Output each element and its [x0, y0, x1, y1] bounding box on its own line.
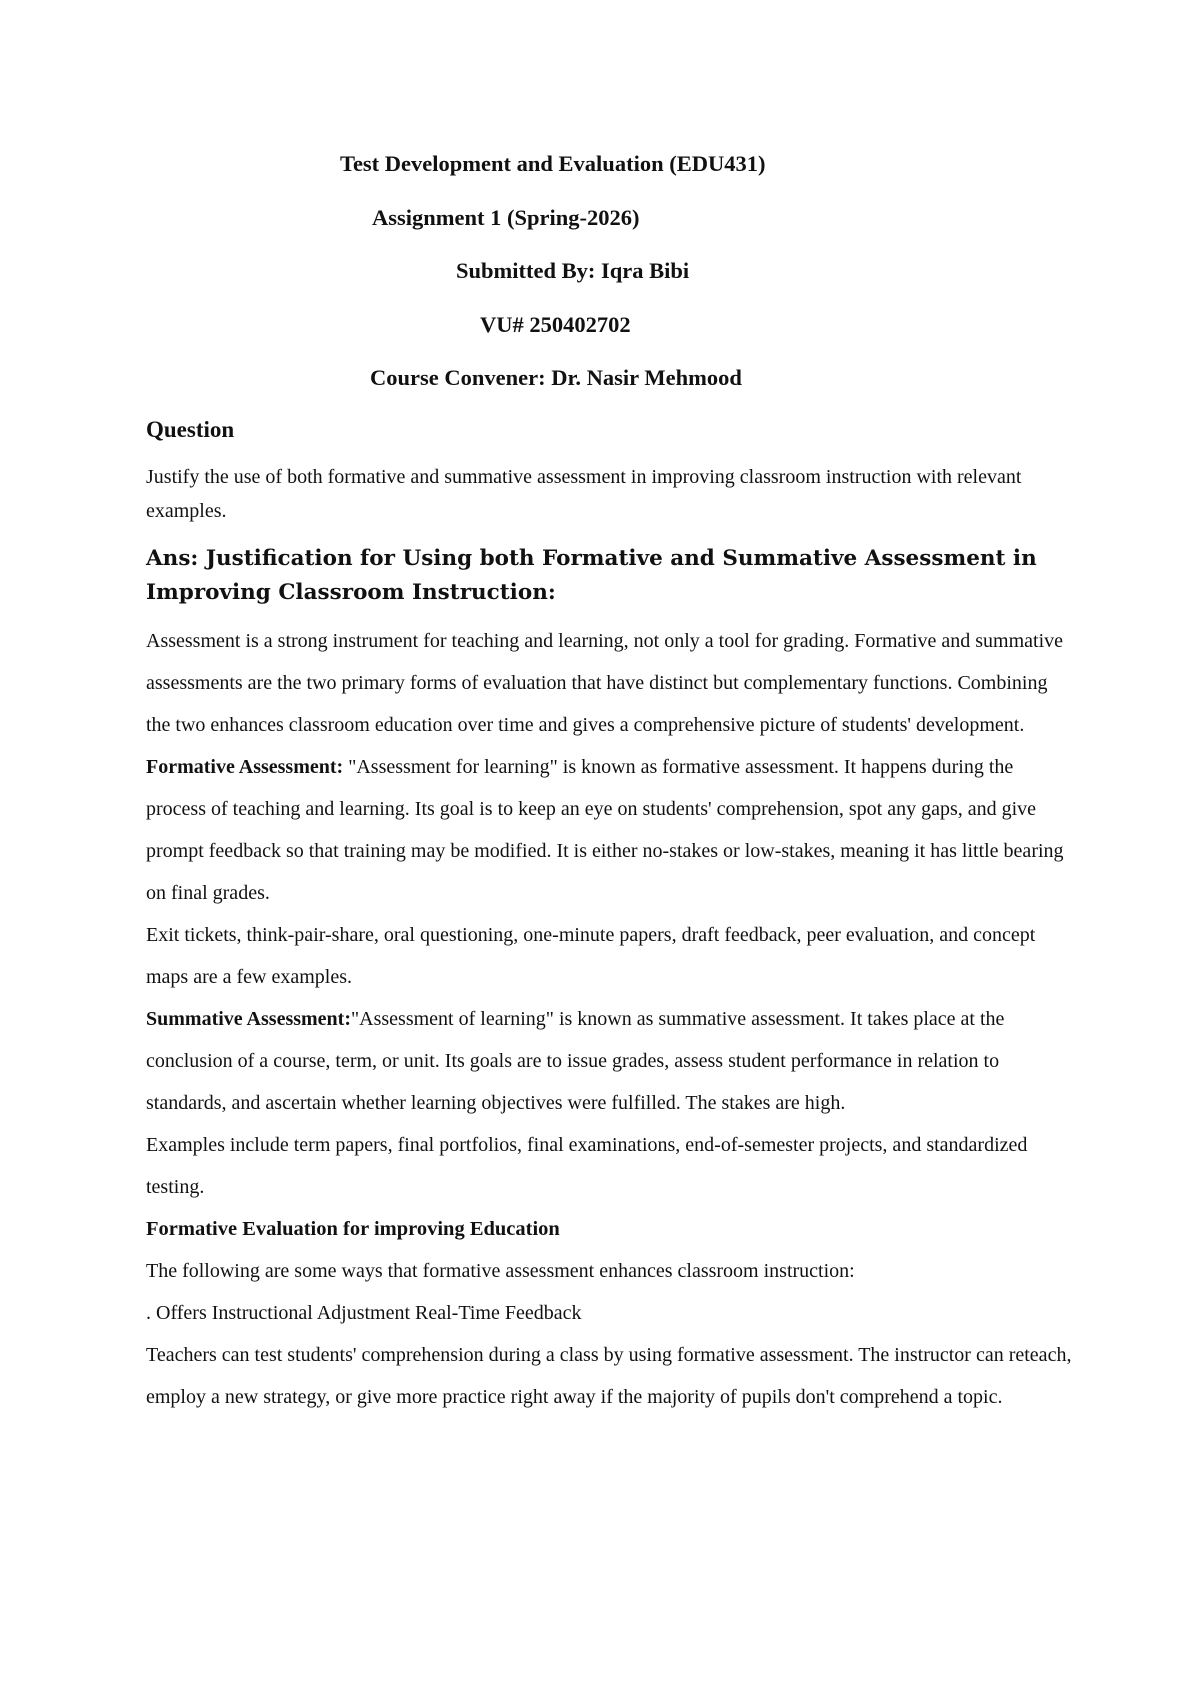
section-intro: The following are some ways that formative assessment enhances classroom instruction:	[146, 1260, 855, 1282]
formative-paragraph	[146, 746, 1076, 914]
formative-text: "Assessment for learning" is known as formative assessment. It happens during the process of teaching and learning. Its goal is to keep an eye on students' comprehension, spot any gaps, and give prompt feedback so that training may be modified. It is either no-stakes or low-stakes, meaning it has little bearing on final grades.	[146, 756, 1064, 904]
vu-number: VU# 250402702	[480, 312, 631, 337]
section-heading: Formative Evaluation for improving Education	[146, 1218, 560, 1240]
section-point-text: Teachers can test students' comprehension during a class by using formative assessment. The instructor can reteach, employ a new strategy, or give more practice right away if the majority of pupils don't comprehend a topic.	[146, 1344, 1072, 1408]
document-body	[146, 416, 1076, 1418]
formative-label: Formative Assessment:	[146, 756, 344, 778]
question-text: Justify the use of both formative and summative assessment in improving classroom instruction with relevant examples.	[146, 466, 1022, 522]
answer-intro: Assessment is a strong instrument for teaching and learning, not only a tool for grading. Formative and summative assessments are the two primary forms of evaluation that have distinct but complementary functions. Combining the two enhances classroom education over time and gives a comprehensive picture of students' development.	[146, 630, 1064, 736]
answer-heading: Ans: Justification for Using both Formative and Summative Assessment in Improving Classroom Instruction:	[146, 546, 1037, 605]
formative-examples: Exit tickets, think-pair-share, oral questioning, one-minute papers, draft feedback, peer evaluation, and concept maps are a few examples.	[146, 924, 1036, 988]
section-point: . Offers Instructional Adjustment Real-Time Feedback	[146, 1302, 582, 1324]
summative-examples: Examples include term papers, final portfolios, final examinations, end-of-semester projects, and standardized testing.	[146, 1134, 1028, 1198]
course-title: Test Development and Evaluation (EDU431)	[340, 151, 766, 176]
summative-paragraph	[146, 998, 1076, 1124]
submitted-by: Submitted By: Iqra Bibi	[456, 258, 690, 283]
assignment-title: Assignment 1 (Spring-2026)	[372, 205, 640, 230]
summative-text: "Assessment of learning" is known as summative assessment. It takes place at the conclusion of a course, term, or unit. Its goals are to issue grades, assess student performance in relation to standards, and ascertain whether learning objectives were fulfilled. The stakes are high.	[146, 1008, 1005, 1114]
summative-label: Summative Assessment:	[146, 1008, 351, 1030]
question-heading: Question	[146, 417, 235, 442]
course-convener: Course Convener: Dr. Nasir Mehmood	[370, 365, 742, 390]
